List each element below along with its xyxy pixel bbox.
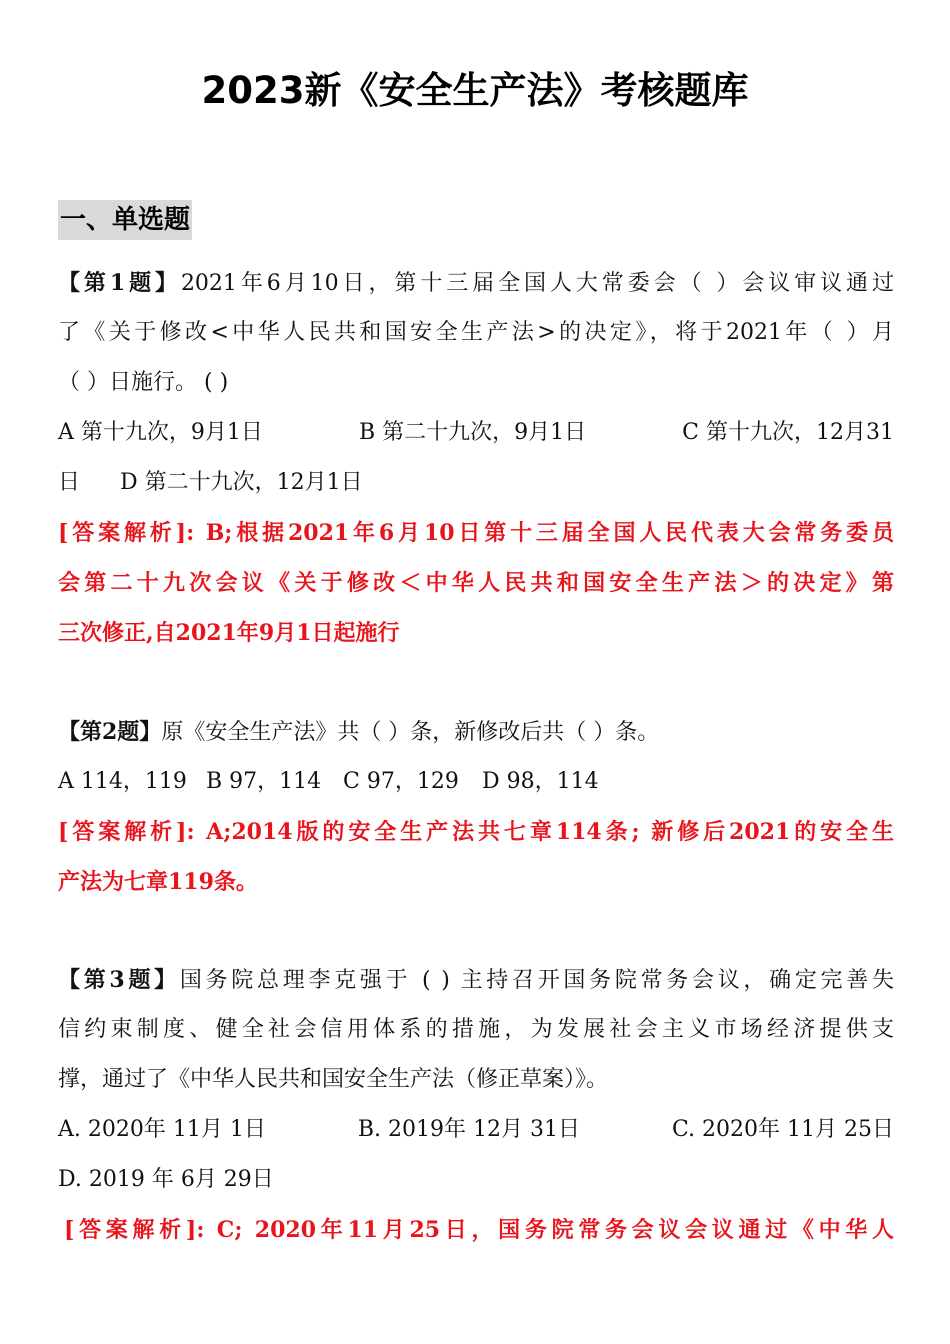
question-1 — [58, 258, 894, 658]
option-b: B. 2019年 12月 31日 — [357, 1117, 580, 1142]
option-c: C 第十九次，12月31 — [682, 420, 894, 445]
option-b: B 97，114 — [206, 769, 322, 794]
question-2-line-1 — [58, 707, 894, 757]
question-1-line-3: （ ）日施行。 ( ) — [58, 370, 229, 395]
answer-line-2: 会第二十九次会议《关于修改＜中华人民共和国安全生产法＞的决定》第 — [58, 570, 894, 596]
question-text: 国务院总理李克强于 ( ) 主持召开国务院常务会议，确定完善失 — [179, 968, 894, 993]
question-1-options-line-2 — [58, 458, 894, 508]
question-text: 2021年6月10日，第十三届全国人大常委会（ ）会议审议通过 — [180, 271, 894, 296]
option-a: A 114，119 — [58, 769, 187, 794]
answer-line-3: 三次修正,自2021年9月1日起施行 — [58, 620, 400, 646]
section-heading: 一、单选题 — [58, 200, 192, 240]
option-d: D 第二十九次，12月1日 — [120, 470, 363, 495]
option-c: C 97，129 — [343, 769, 459, 794]
question-2-options — [58, 757, 894, 807]
option-d: D. 2019 年 6月 29日 — [58, 1167, 274, 1192]
question-3-line-2: 信约束制度、健全社会信用体系的措施，为发展社会主义市场经济提供支 — [58, 1017, 894, 1042]
answer-line-1: [答案解析]: B;根据2021年6月10日第十三届全国人民代表大会常务委员 — [58, 520, 894, 546]
option-a: A 第十九次，9月1日 — [58, 420, 263, 445]
option-a: A. 2020年 11月 1日 — [58, 1117, 266, 1142]
question-3 — [58, 955, 894, 1255]
question-3-line-1 — [58, 955, 894, 1005]
answer-line-1: [答案解析]: C; 2020年11月25日，国务院常务会议会议通过《中华人 — [64, 1217, 894, 1243]
answer-line-1: [答案解析]: A;2014版的安全生产法共七章114条; 新修后2021的安全生 — [58, 819, 894, 845]
question-1-line-1 — [58, 258, 894, 308]
question-3-options-line-2 — [58, 1155, 894, 1205]
option-c-continued: 日 — [58, 470, 81, 495]
question-3-options-line-1 — [58, 1105, 894, 1155]
option-b: B 第二十九次，9月1日 — [358, 420, 587, 445]
document-title: 2023新《安全生产法》考核题库 — [201, 69, 749, 112]
question-1-options-line-1 — [58, 408, 894, 458]
question-label: 【第3题】 — [58, 967, 180, 993]
option-d: D 98，114 — [482, 769, 599, 794]
answer-line-2: 产法为七章119条。 — [58, 869, 258, 895]
question-label: 【第1题】 — [58, 270, 181, 296]
question-2 — [58, 707, 894, 907]
question-1-line-2: 了《关于修改<中华人民共和国安全生产法>的决定》，将于2021年（ ）月 — [58, 320, 894, 345]
question-label: 【第2题】 — [58, 719, 162, 745]
question-text: 原《安全生产法》共（ ）条，新修改后共（ ）条。 — [161, 720, 660, 745]
option-c: C. 2020年 11月 25日 — [672, 1117, 894, 1142]
question-3-line-3: 撑，通过了《中华人民共和国安全生产法（修正草案）》。 — [58, 1067, 609, 1092]
